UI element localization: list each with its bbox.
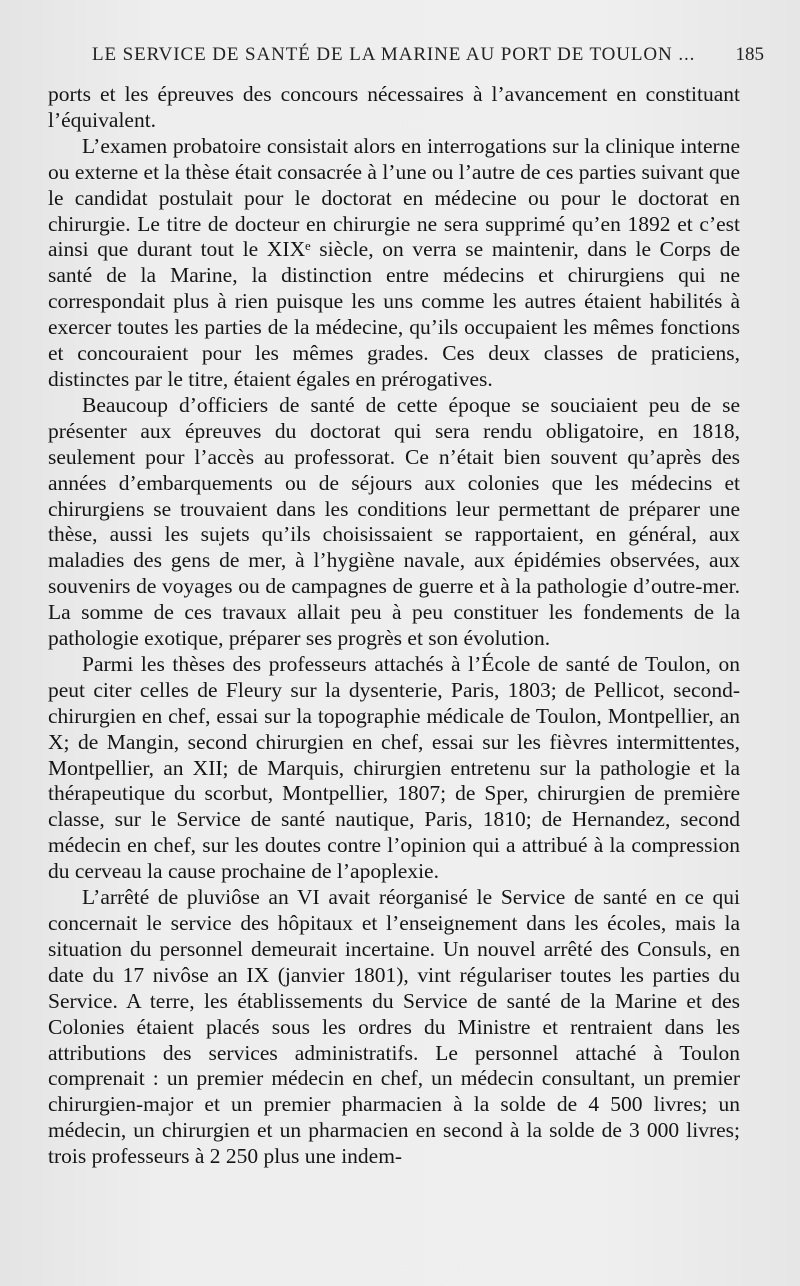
page-number: 185 bbox=[735, 44, 764, 65]
running-header bbox=[92, 44, 764, 74]
body-text bbox=[48, 82, 740, 1170]
paragraph-examen-probatoire: L’examen probatoire consistait alors en interrogations sur la clinique interne ou externe et la thèse était consacrée à l’une ou l’autre de ces parties suivant que le candidat postulait pour le doctorat en médecine ou pour le doctorat en chirurgie. Le titre de docteur en chirurgie ne sera supprimé qu’en 1892 et c’est ainsi que durant tout le XIXᵉ siècle, on verra se maintenir, dans le Corps de santé de la Marine, la distinction entre médecins et chirurgiens qui ne correspondait plus à rien puisque les uns comme les autres étaient habilités à exercer toutes les parties de la médecine, qu’ils occupaient les mêmes fonctions et concouraient pour les mêmes grades. Ces deux classes de praticiens, distinctes par le titre, étaient égales en prérogatives. bbox=[48, 133, 740, 391]
paragraph-theses-professeurs: Parmi les thèses des professeurs attachés à l’École de santé de Toulon, on peut citer celles de Fleury sur la dysenterie, Paris, 1803; de Pellicot, second-chirurgien en chef, essai sur la topographie médicale de Toulon, Montpellier, an X; de Mangin, second chirurgien en chef, essai sur les fièvres intermittentes, Montpellier, an XII; de Marquis, chirurgien entretenu sur la pathologie et la thérapeutique du scorbut, Montpellier, 1807; de Sper, chirurgien de première classe, sur le Service de santé nautique, Paris, 1810; de Hernandez, second médecin en chef, sur les doutes contre l’opinion qui a attribué à la compression du cerveau la cause prochaine de l’apoplexie. bbox=[48, 651, 740, 884]
running-title: LE SERVICE DE SANTÉ DE LA MARINE AU PORT DE TOULON ... bbox=[92, 44, 696, 65]
paragraph-officiers-de-sante: Beaucoup d’officiers de santé de cette époque se souciaient peu de se présenter aux épreuves du doctorat qui sera rendu obligatoire, en 1818, seulement pour l’accès au professorat. Ce n’était bien souvent qu’après des années d’embarquements ou de séjours aux colonies que les médecins et chirurgiens se trouvaient dans les conditions leur permettant de préparer une thèse, aussi les sujets qu’ils choisissaient se rapportaient, en général, aux maladies des gens de mer, à l’hygiène navale, aux épidémies observées, aux souvenirs de voyages ou de campagnes de guerre et à la pathologie d’outre-mer. La somme de ces travaux allait peu à peu constituer les fondements de la pathologie exotique, préparer ses progrès et son évolution. bbox=[48, 392, 740, 651]
paragraph-continuation: ports et les épreuves des concours nécessaires à l’avancement en constituant l’équivalent. bbox=[48, 82, 740, 132]
paragraph-arrete-pluviose: L’arrêté de pluviôse an VI avait réorganisé le Service de santé en ce qui concernait le service des hôpitaux et l’enseignement dans les écoles, mais la situation du personnel demeurait incertaine. Un nouvel arrêté des Consuls, en date du 17 nivôse an IX (janvier 1801), vint régulariser toutes les parties du Service. A terre, les établissements du Service de santé de la Marine et des Colonies étaient placés sous les ordres du Ministre et rentraient dans les attributions des services administratifs. Le personnel attaché à Toulon comprenait : un premier médecin en chef, un médecin consultant, un premier chirurgien-major et un premier pharmacien à la solde de 4 500 livres; un médecin, un chirurgien et un pharmacien en second à la solde de 3 000 livres; trois professeurs à 2 250 plus une indem- bbox=[48, 885, 740, 1169]
